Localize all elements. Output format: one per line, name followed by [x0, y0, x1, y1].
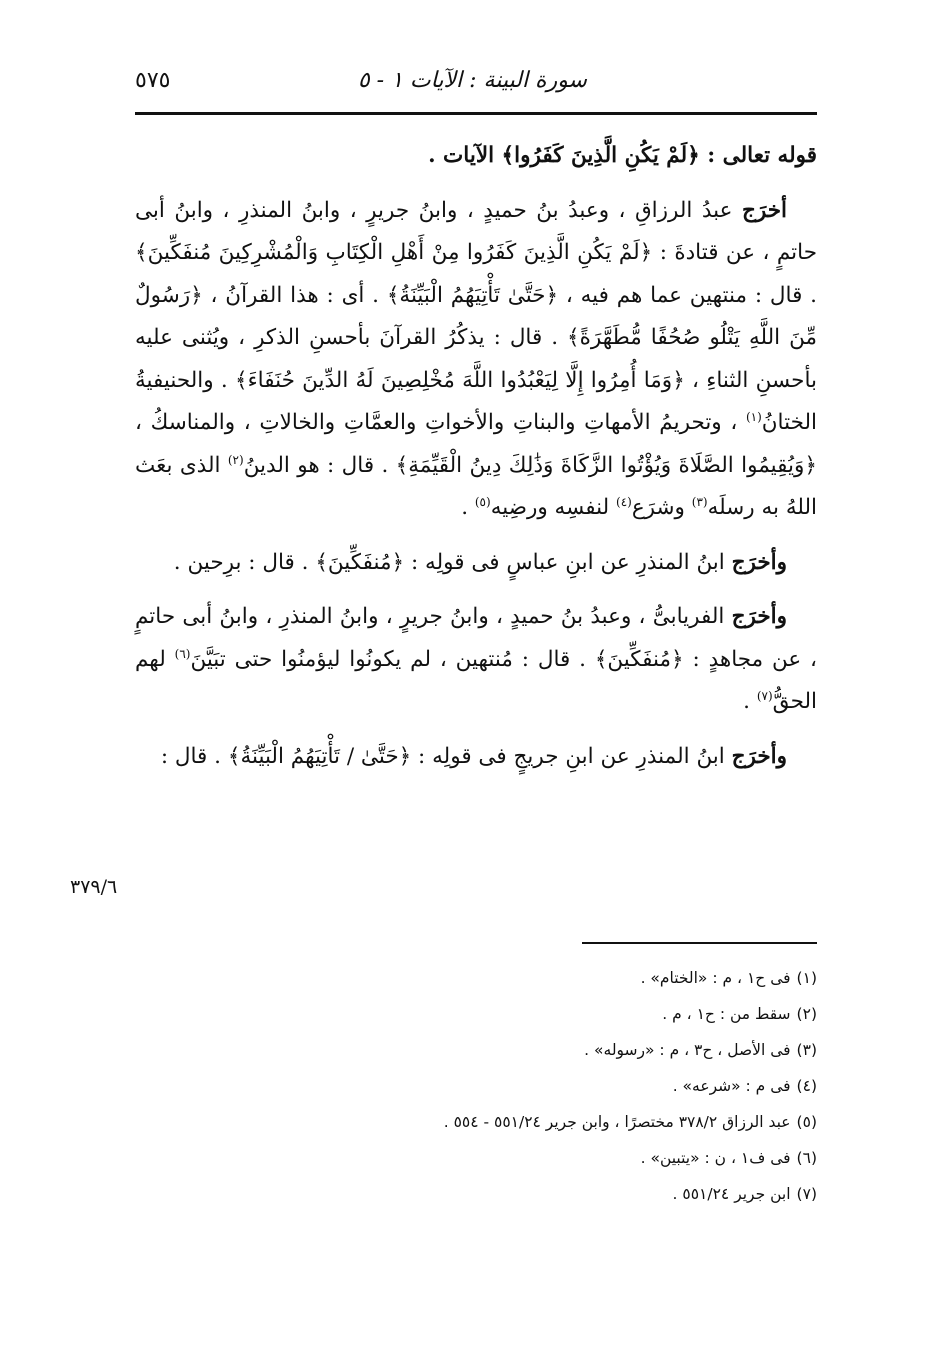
margin-volume-reference: ٣٧٩/٦	[70, 876, 118, 898]
footnote-number: (٧)	[796, 1185, 817, 1203]
footnote-number: (٢)	[796, 1005, 817, 1023]
footnote-text: ابن جرير ٥٥١/٢٤ .	[672, 1185, 791, 1203]
paragraph-3: وأخرَج الفريابىُّ ، وعبدُ بنُ حميدٍ ، وابنُ جريرٍ ، وابنُ المنذرِ ، وابنُ أبى حاتمٍ ، عن مجاهدٍ : ﴿مُنفَكِّينَ﴾ . قال : مُنتهين ، لم يكونُوا ليؤمنُوا حتى تبَيَّنَ$^{(٦)}$ لهم الحقُّ$^{(٧)}$ .	[135, 604, 817, 714]
footnote-text: فى الأصل ، ح٣ ، م : «رسوله» .	[584, 1041, 791, 1059]
footnote-text: فى ف١ ، ن : «يتبين» .	[640, 1149, 791, 1167]
footnote-number: (٤)	[796, 1077, 817, 1095]
page-number: ٥٧٥	[135, 68, 171, 93]
paragraph-4: وأخرَج ابنُ المنذرِ عن ابنِ جريجٍ فى قولِه : ﴿حَتَّىٰ / تَأْتِيَهُمُ الْبَيِّنَةُ﴾ . قال :	[160, 743, 787, 769]
footnote-ref-3[interactable]: (٣)	[691, 494, 708, 509]
footnote-line	[135, 1068, 817, 1104]
footnote-number: (٦)	[796, 1149, 817, 1167]
footnote-line	[135, 996, 817, 1032]
paragraph-3-verb: وأخرَج	[731, 604, 787, 629]
footnote-ref-6[interactable]: (٦)	[174, 646, 191, 661]
main-text	[135, 135, 817, 790]
paragraph-1-verb: أخرَج	[741, 197, 787, 223]
paragraph-2-verb: وأخرَج	[731, 549, 787, 575]
paragraph-4-verb: وأخرَج	[731, 743, 787, 769]
header-rule	[135, 112, 817, 115]
footnote-text: فى م : «شرعه» .	[672, 1077, 791, 1095]
paragraph-1: أخرَج عبدُ الرزاقِ ، وعبدُ بنُ حميدٍ ، وابنُ جريرٍ ، وابنُ المنذرِ ، وابنُ أبى حاتمٍ ، عن قتادةَ : ﴿لَمْ يَكُنِ الَّذِينَ كَفَرُوا مِنْ أَهْلِ الْكِتَابِ وَالْمُشْرِكِينَ مُنفَكِّينَ﴾ . قال : منتهين عما هم فيه ، ﴿حَتَّىٰ تَأْتِيَهُمُ الْبَيِّنَةُ﴾ . أى : هذا القرآنُ ، ﴿رَسُولٌ مِّنَ اللَّهِ يَتْلُو صُحُفًا مُّطَهَّرَةً﴾ . قال : يذكُرُ القرآنَ بأحسنِ الذكرِ ، ويُثنى عليه بأحسنِ الثناءِ ، ﴿وَمَا أُمِرُوا إِلَّا لِيَعْبُدُوا اللَّهَ مُخْلِصِينَ لَهُ الدِّينَ حُنَفَاءَ﴾ . والحنيفيةُ الختانُ$^{(١)}$ ، وتحريمُ الأمهاتِ والبناتِ والأخواتِ والعمَّاتِ والخالاتِ ، والمناسكُ ، ﴿وَيُقِيمُوا الصَّلَاةَ وَيُؤْتُوا الزَّكَاةَ وَذَٰلِكَ دِينُ الْقَيِّمَةِ﴾ . قال : هو الدينُ$^{(٢)}$ الذى بعَث اللهُ به رسلَه$^{(٣)}$ وشرَع$^{(٤)}$ لنفسِه ورضِيه$^{(٥)}$ .	[135, 197, 817, 520]
footnote-ref-2[interactable]: (٢)	[227, 452, 244, 467]
footnote-ref-4[interactable]: (٤)	[616, 494, 632, 509]
footnote-line	[135, 960, 817, 996]
footnote-separator	[582, 942, 817, 944]
footnote-ref-5[interactable]: (٥)	[474, 494, 491, 509]
footnote-line	[135, 1176, 817, 1212]
footnote-number: (٣)	[796, 1041, 817, 1059]
running-title: سورة البينة : الآيات ١ - ٥	[357, 68, 587, 93]
paragraph-2: وأخرَج ابنُ المنذرِ عن ابنِ عباسٍ فى قولِه : ﴿مُنفَكِّينَ﴾ . قال : برِحين .	[173, 549, 787, 575]
footnote-line	[135, 1032, 817, 1068]
footnote-number: (٥)	[796, 1113, 817, 1131]
footnote-line	[135, 1104, 817, 1140]
page-header	[135, 62, 817, 102]
footnote-line	[135, 1140, 817, 1176]
footnote-number: (١)	[796, 969, 817, 987]
footnote-ref-7[interactable]: (٧)	[756, 688, 773, 703]
footnote-text: سقط من : ح١ ، م .	[662, 1005, 791, 1023]
footnote-ref-1[interactable]: (١)	[745, 409, 762, 424]
footnote-text: فى ح١ ، م : «الختام» .	[640, 969, 791, 987]
footnote-text: عبد الرزاق ٣٧٨/٢ مختصرًا ، وابن جرير ٥٥١/٢٤ - ٥٥٤ .	[443, 1113, 791, 1131]
verse-heading: قوله تعالى : ﴿لَمْ يَكُنِ الَّذِينَ كَفَرُوا﴾ الآيات .	[428, 143, 817, 168]
footnotes	[135, 960, 817, 1212]
